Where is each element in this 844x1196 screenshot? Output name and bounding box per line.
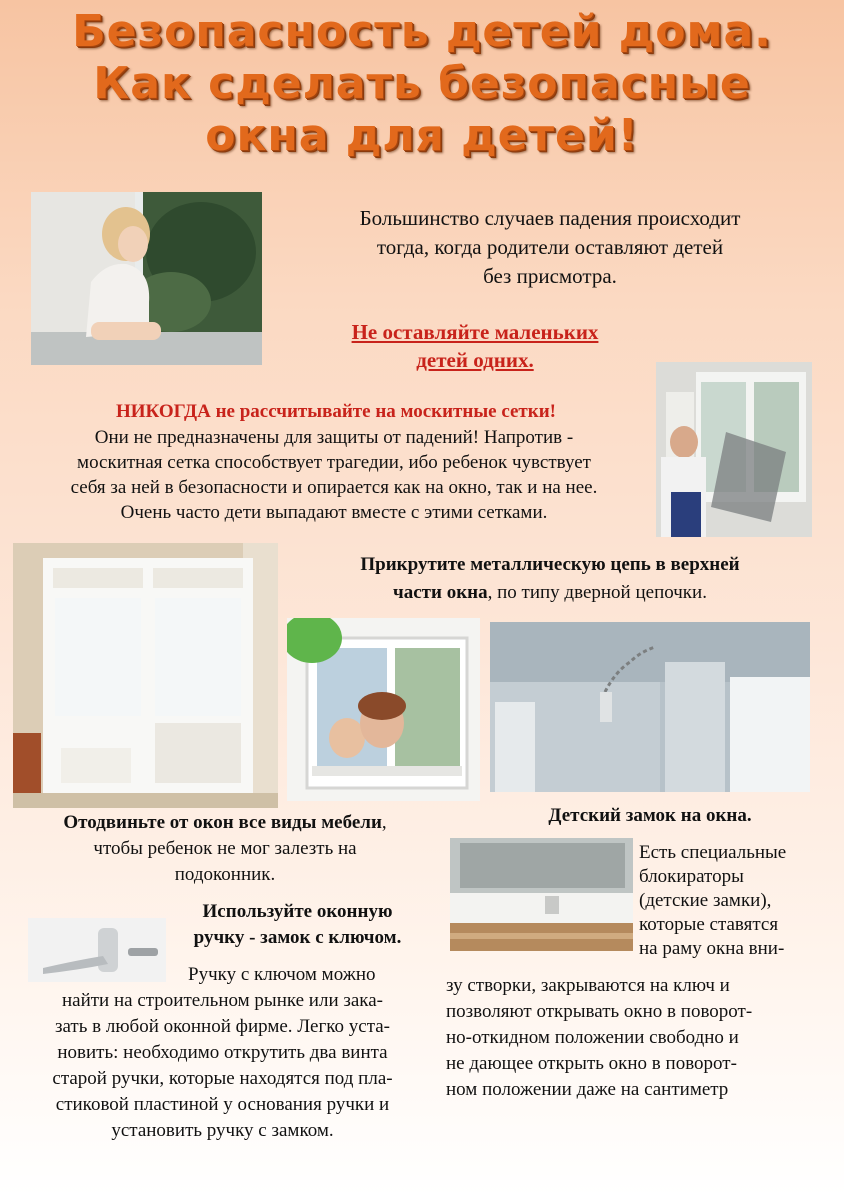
mosquito-net-text: Они не предназначены для защиты от падений! Напротив - москитная сетка способствует трагедии, ибо ребенок чувствует себя за ней в безопасности и опирается как на окно, так и на нее. Очень часто дети выпадают вместе с этими сетками.: [70, 427, 598, 523]
photo-mother-and-child-at-window: [287, 618, 480, 801]
photo-window-handle-with-key: [28, 918, 166, 982]
title-line: окна для детей!: [205, 110, 639, 161]
title-line: Как сделать безопасные: [93, 58, 751, 109]
warning-heading: Не оставляйте маленьких детей одних.: [351, 320, 599, 372]
photo-child-on-windowsill: [31, 192, 262, 365]
furniture-text: Отодвиньте от окон все виды мебели, чтобы ребенок не мог залезть на подоконник.: [63, 812, 387, 885]
title-line: Безопасность детей дома.: [72, 6, 772, 57]
photo-chain-on-window: [490, 622, 810, 792]
photo-man-with-mosquito-net: [656, 362, 812, 537]
photo-balcony-door-window: [13, 543, 278, 808]
mosquito-net-heading: НИКОГДА не рассчитывайте на москитные сетки!: [115, 401, 556, 422]
intro-text: Большинство случаев падения происходит тогда, когда родители оставляют детей без присмотра.: [359, 206, 741, 288]
window-handle-heading: Используйте оконную ручку - замок с ключом.: [193, 901, 402, 948]
child-lock-heading: Детский замок на окна.: [548, 805, 752, 826]
photo-window-child-lock: [450, 838, 633, 951]
page-title: [0, 6, 844, 162]
chain-text: Прикрутите металлическую цепь в верхней части окна, по типу дверной цепочки.: [360, 554, 740, 603]
